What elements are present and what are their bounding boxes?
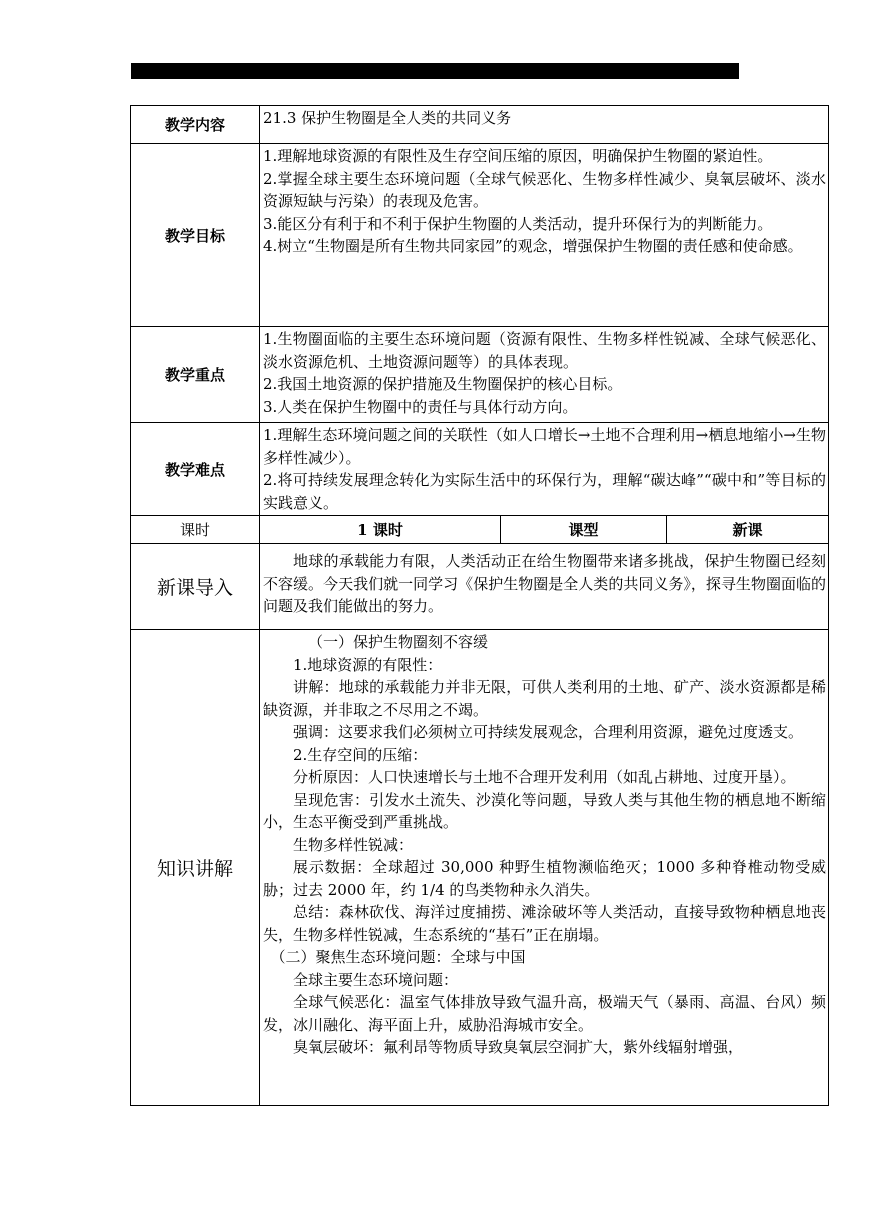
key-point-item: 2.我国土地资源的保护措施及生物圈保护的核心目标。 [263, 375, 623, 393]
content-text: 21.3 保护生物圈是全人类的共同义务 [263, 109, 512, 127]
lecture-subheading: 2.生存空间的压缩： [293, 745, 428, 764]
lecture-paragraph: 展示数据：全球超过 30,000 种野生植物濒临绝灭；1000 多种脊椎动物受威胁；过去 2000 年，约 1/4 的鸟类物种永久消失。 [263, 858, 827, 899]
row-objectives [131, 144, 829, 327]
lecture-subheading: 生物多样性锐减： [293, 835, 414, 854]
lecture-section-heading: （二）聚焦生态环境问题：全球与中国 [270, 948, 526, 966]
lecture-paragraph: 总结：森林砍伐、海洋过度捕捞、滩涂破坏等人类活动，直接导致物种栖息地丧失，生物多样性锐减，生态系统的“基石”正在崩塌。 [263, 903, 827, 944]
intro-body [260, 544, 829, 630]
lecture-paragraph: 分析原因：人口快速增长与土地不合理开发利用（如乱占耕地、过度开垦）。 [293, 768, 796, 786]
header-bar [131, 63, 739, 79]
row-content [131, 106, 829, 144]
lecture-subheading: 1.地球资源的有限性： [293, 655, 443, 674]
lecture-subheading: 全球主要生态环境问题： [293, 970, 459, 989]
key-points-label: 教学重点 [131, 327, 260, 423]
row-period [131, 516, 829, 544]
row-key-points [131, 327, 829, 423]
lecture-paragraph: 讲解：地球的承载能力并非无限，可供人类利用的土地、矿产、淡水资源都是稀缺资源，并非取之不尽用之不竭。 [263, 678, 827, 719]
period-value: 1 课时 [260, 516, 501, 544]
row-lecture [131, 630, 829, 1106]
objectives-list [260, 144, 829, 327]
difficulties-label: 教学难点 [131, 423, 260, 516]
difficulty-item: 1.理解生态环境问题之间的关联性（如人口增长→土地不合理利用→栖息地缩小→生物多样性减少）。 [263, 426, 827, 467]
lecture-paragraph: 呈现危害：引发水土流失、沙漠化等问题，导致人类与其他生物的栖息地不断缩小，生态平衡受到严重挑战。 [263, 790, 827, 831]
objective-item: 4.树立“生物圈是所有生物共同家园”的观念，增强保护生物圈的责任感和使命感。 [263, 237, 803, 255]
objective-item: 3.能区分有利于和不利于保护生物圈的人类活动，提升环保行为的判断能力。 [263, 214, 773, 233]
lecture-body [260, 630, 829, 1106]
objectives-label: 教学目标 [131, 144, 260, 327]
lecture-paragraph: 臭氧层破坏：氟利昂等物质导致臭氧层空洞扩大，紫外线辐射增强， [293, 1038, 744, 1056]
lesson-plan-table [130, 105, 829, 1106]
lecture-paragraph: 全球气候恶化：温室气体排放导致气温升高，极端天气（暴雨、高温、台风）频发，冰川融化、海平面上升，威胁沿海城市安全。 [263, 993, 827, 1034]
period-label: 课时 [131, 516, 260, 544]
content-label: 教学内容 [131, 106, 260, 144]
key-points-list [260, 327, 829, 423]
lecture-section-heading: （一）保护生物圈刻不容缓 [308, 633, 489, 651]
key-point-item: 1.生物圈面临的主要生态环境问题（资源有限性、生物多样性锐减、全球气候恶化、淡水资源危机、土地资源问题等）的具体表现。 [263, 330, 827, 371]
intro-text: 地球的承载能力有限，人类活动正在给生物圈带来诸多挑战，保护生物圈已经刻不容缓。今天我们就一同学习《保护生物圈是全人类的共同义务》，探寻生物圈面临的问题及我们能做出的努力。 [263, 552, 827, 615]
type-value: 新课 [667, 516, 829, 544]
row-intro [131, 544, 829, 630]
difficulty-item: 2.将可持续发展理念转化为实际生活中的环保行为，理解“碳达峰”“碳中和”等目标的实践意义。 [263, 471, 827, 512]
objective-item: 2.掌握全球主要生态环境问题（全球气候恶化、生物多样性减少、臭氧层破坏、淡水资源短缺与污染）的表现及危害。 [263, 169, 827, 210]
type-label: 课型 [501, 516, 667, 544]
key-point-item: 3.人类在保护生物圈中的责任与具体行动方向。 [263, 397, 578, 416]
objective-item: 1.理解地球资源的有限性及生存空间压缩的原因，明确保护生物圈的紧迫性。 [263, 147, 773, 165]
content-value [260, 106, 829, 144]
difficulties-list [260, 423, 829, 516]
row-difficulties [131, 423, 829, 516]
intro-label: 新课导入 [131, 544, 260, 630]
lecture-label: 知识讲解 [131, 630, 260, 1106]
lecture-paragraph: 强调：这要求我们必须树立可持续发展观念，合理利用资源，避免过度透支。 [293, 723, 804, 741]
